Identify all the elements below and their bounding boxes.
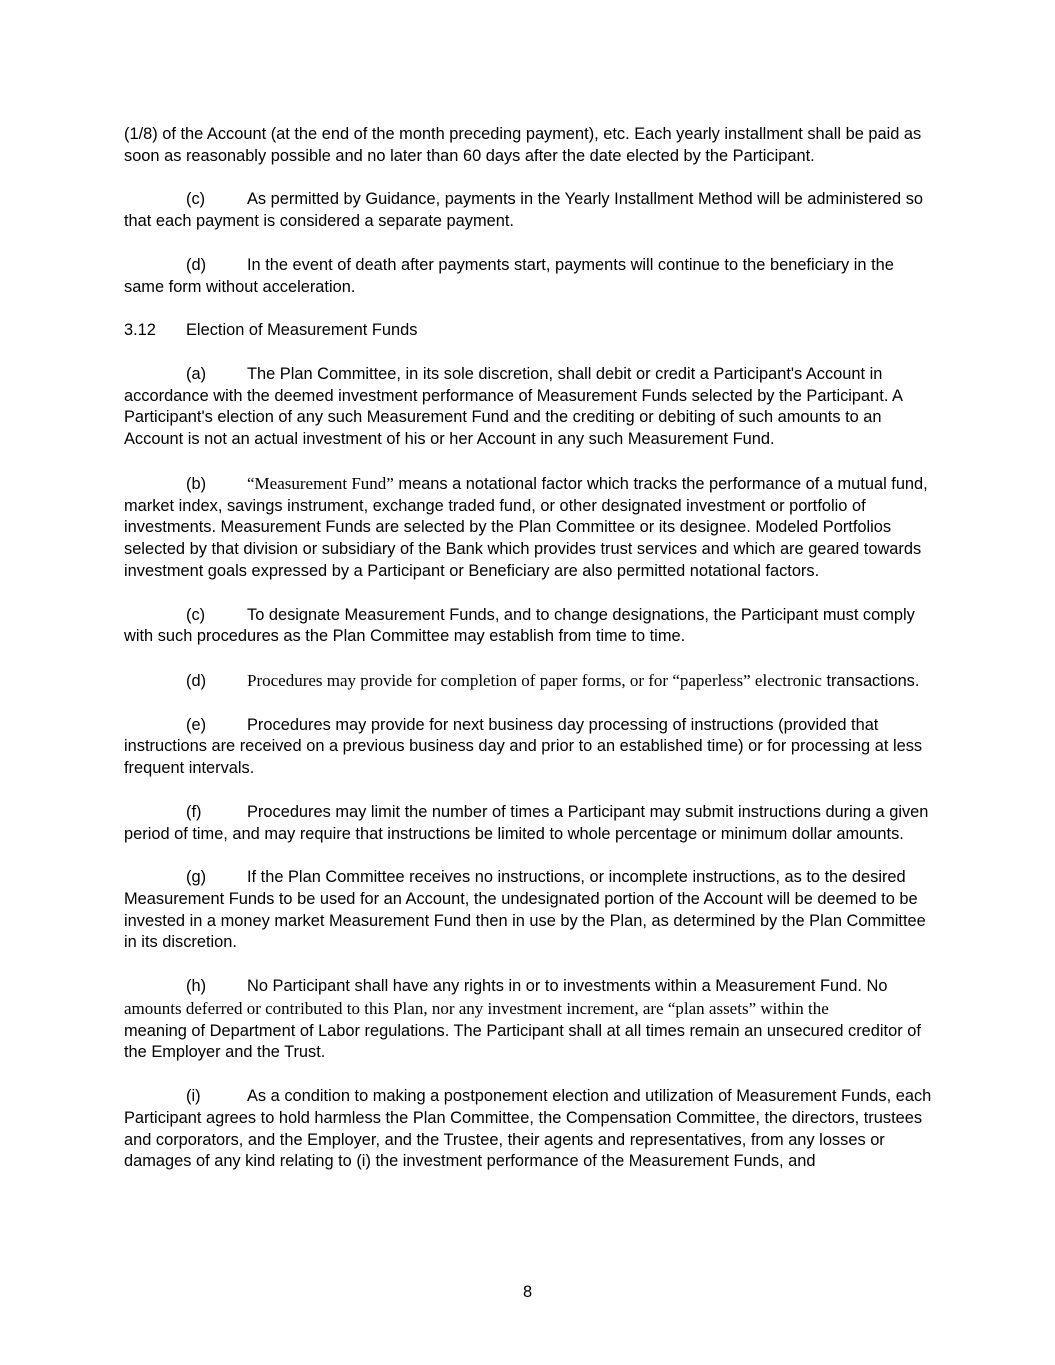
paragraph-label: (d) [186, 255, 207, 274]
item-text: Procedures may provide for next business day processing of instructions (provided that instructions are received on a previous business day and prior to an established time) or for processing at less frequent intervals. [124, 715, 923, 778]
item-text: means a notational factor which tracks the performance of a mutual fund, market index, savings instrument, exchange traded fund, or other designated investment or portfolio of investments. Measurement Funds are selected by the Plan Committee or its designee. Modeled Portfolios selected by that division or subsidiary of the Bank which provides trust services and which are geared towards investment goals expressed by a Participant or Beneficiary are also permitted notational factors. [124, 474, 928, 580]
item-text-serif: amounts deferred or contributed to this Plan, nor any investment increment, are “plan assets” within the [124, 998, 829, 1018]
paragraph-c-installment [124, 189, 932, 233]
item-text: transactions. [821, 671, 920, 690]
item-label: (e) [186, 715, 207, 734]
item-h [124, 976, 932, 1064]
item-d [124, 670, 932, 693]
item-g [124, 867, 932, 954]
page-number: 8 [522, 1283, 533, 1301]
item-label: (c) [186, 605, 206, 624]
item-a [124, 364, 932, 451]
item-label: (d) [186, 671, 207, 690]
paragraph-label: (c) [186, 190, 206, 209]
section-heading [124, 320, 932, 342]
item-text: The Plan Committee, in its sole discretion, shall debit or credit a Participant's Account in accordance with the deemed investment performance of Measurement Funds selected by the Participant. A Participant's election of any such Measurement Fund and the crediting or debiting of such amounts to an Account is not an actual investment of his or her Account in any such Measurement Fund. [124, 364, 903, 449]
section-number: 3.12 [124, 321, 156, 340]
item-label: (i) [186, 1087, 201, 1106]
item-f [124, 802, 932, 846]
item-text: No Participant shall have any rights in or to investments within a Measurement Fund. No [247, 977, 888, 996]
item-text: Procedures may limit the number of times a Participant may submit instructions during a given period of time, and may require that instructions be limited to whole percentage or minimum dollar amounts. [124, 802, 929, 843]
item-label: (a) [186, 364, 207, 383]
section-title: Election of Measurement Funds [186, 321, 418, 340]
item-text: To designate Measurement Funds, and to change designations, the Participant must comply with such procedures as the Plan Committee may establish from time to time. [124, 605, 915, 646]
item-i [124, 1086, 932, 1173]
item-label: (f) [186, 802, 202, 821]
item-b [124, 473, 932, 583]
item-label: (h) [186, 977, 207, 996]
item-label: (b) [186, 474, 207, 493]
item-c [124, 605, 932, 649]
paragraph-text: In the event of death after payments start, payments will continue to the beneficiary in the same form without acceleration. [124, 255, 894, 296]
item-text-continued: meaning of Department of Labor regulations. The Participant shall at all times remain an unsecured creditor of the Employer and the Trust. [124, 1021, 921, 1062]
page-body [124, 124, 932, 1195]
intro-paragraph: (1/8) of the Account (at the end of the month preceding payment), etc. Each yearly installment shall be paid as soon as reasonably possible and no later than 60 days after the date elected by the Participant. [124, 125, 922, 165]
paragraph-text: As permitted by Guidance, payments in the Yearly Installment Method will be administered so that each payment is considered a separate payment. [124, 190, 924, 231]
item-text: As a condition to making a postponement election and utilization of Measurement Funds, each Participant agrees to hold harmless the Plan Committee, the Compensation Committee, the directors, trustees and corporators, and the Employer, and the Trustee, their agents and representatives, from any losses or damages of any kind relating to (i) the investment performance of the Measurement Funds, and [124, 1087, 932, 1171]
paragraph-d-death [124, 255, 932, 299]
item-e [124, 715, 932, 780]
item-text: If the Plan Committee receives no instructions, or incomplete instructions, as to the desired Measurement Funds to be used for an Account, the undesignated portion of the Account will be deemed to be invested in a money market Measurement Fund then in use by the Plan, as determined by the Plan Committee in its discretion. [124, 868, 926, 952]
item-label: (g) [186, 868, 207, 887]
item-text-serif: Procedures may provide for completion of paper forms, or for “paperless” electronic [247, 670, 822, 690]
defined-term: “Measurement Fund” [247, 473, 394, 493]
